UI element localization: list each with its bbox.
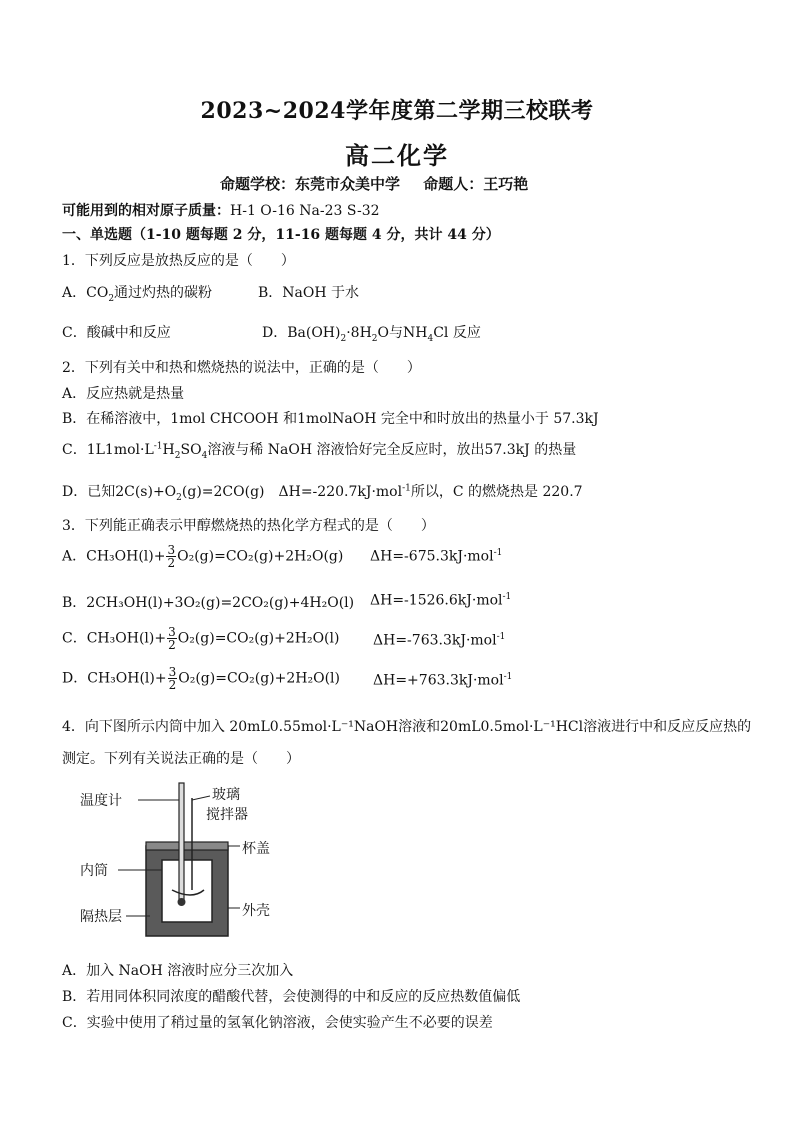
q2-stem: 2．下列有关中和热和燃烧热的说法中，正确的是（ ） <box>62 360 421 376</box>
q1-d-mid2: O与NH <box>377 325 428 341</box>
q2-d-sup: -1 <box>402 483 411 494</box>
q3-d-fraction <box>168 666 178 691</box>
q3-a-frac-num: 3 <box>167 543 176 557</box>
exam-title: 2023~2024学年度第二学期三校联考 <box>200 98 594 124</box>
q3-d-dh-sup: -1 <box>503 672 513 682</box>
q4-option-b: B．若用同体积同浓度的醋酸代替，会使测得的中和反应的反应热数值偏低 <box>62 989 521 1005</box>
q3-c-fraction <box>167 626 177 651</box>
q4-stem-line1: 4．向下图所示内筒中加入 20mL0.55mol·L⁻¹NaOH溶液和20mL0.5mol·L⁻¹HCl溶液进行中和反应反应热的 <box>62 719 752 735</box>
q3-d-dh <box>373 672 512 689</box>
q3-a-eq2: O₂(g)=CO₂(g)+2H₂O(g) <box>177 548 344 565</box>
q3-c-frac-den: 2 <box>168 638 176 652</box>
q2-c-sup: -1 <box>153 441 163 452</box>
q1-a-rest: 通过灼热的碳粉 <box>114 285 213 301</box>
q1-option-a <box>62 282 212 304</box>
q2-c-mid2: SO <box>180 442 202 458</box>
q3-a-dh-text: ΔH=-675.3kJ·mol <box>370 548 494 565</box>
q3-option-a <box>62 544 343 569</box>
q3-d-dh-text: ΔH=+763.3kJ·mol <box>373 672 504 689</box>
q1-stem: 1．下列反应是放热反应的是（ ） <box>62 253 295 269</box>
q1-d-sub3: 4 <box>427 333 434 344</box>
q3-d-label: D． <box>62 670 88 687</box>
q1-option-d <box>262 322 481 344</box>
q3-c-dh <box>373 632 505 649</box>
inner-cup-shape <box>162 860 212 922</box>
q3-option-c <box>62 626 339 651</box>
thermometer-shape <box>179 783 184 901</box>
q1-option-c: C．酸碱中和反应 <box>62 325 171 341</box>
q3-c-eq2: O₂(g)=CO₂(g)+2H₂O(l) <box>177 630 340 647</box>
lid-shape <box>146 842 228 850</box>
q1-d-sub1: 2 <box>340 333 347 344</box>
q3-a-dh-sup: -1 <box>493 548 503 558</box>
exam-meta <box>220 173 546 194</box>
q2-c-rest: 溶液与稀 NaOH 溶液恰好完全反应时，放出57.3kJ 的热量 <box>207 442 577 458</box>
label-stirrer-2: 搅拌器 <box>206 807 248 823</box>
q3-a-frac-den: 2 <box>167 556 176 570</box>
q3-b-label: B． <box>62 595 87 611</box>
label-shell: 外壳 <box>242 903 270 919</box>
author-label: 命题人：王巧艳 <box>423 175 529 193</box>
q2-c-sub2: 4 <box>201 450 208 461</box>
q2-c-sub1: 2 <box>174 450 181 461</box>
q3-c-dh-sup: -1 <box>496 632 506 642</box>
q3-c-eq: CH₃OH(l)+ <box>86 630 167 647</box>
label-inner: 内筒 <box>80 863 108 879</box>
q3-d-frac-den: 2 <box>168 678 177 692</box>
label-thermometer: 温度计 <box>80 793 122 809</box>
subject-title: 高二化学 <box>345 141 449 170</box>
q3-d-eq2: O₂(g)=CO₂(g)+2H₂O(l) <box>178 670 340 687</box>
q3-b-dh-sup: -1 <box>502 592 512 602</box>
q2-option-a: A．反应热就是热量 <box>62 386 185 402</box>
q4-option-c: C．实验中使用了稍过量的氢氧化钠溶液，会使实验产生不必要的误差 <box>62 1015 493 1031</box>
q3-stem: 3．下列能正确表示甲醇燃烧热的热化学方程式的是（ ） <box>62 518 435 534</box>
q3-c-dh-text: ΔH=-763.3kJ·mol <box>373 632 497 649</box>
q3-c-frac-num: 3 <box>168 625 176 639</box>
q3-d-frac-num: 3 <box>168 665 177 679</box>
q2-option-c <box>62 439 576 461</box>
q3-b-dh-text: ΔH=-1526.6kJ·mol <box>370 592 503 609</box>
q1-a-sub: 2 <box>108 293 115 304</box>
school-label: 命题学校：东莞市众美中学 <box>220 175 401 193</box>
q2-c-text: C．1L1mol·L <box>62 442 154 458</box>
q4-stem-line2: 测定。下列有关说法正确的是（ ） <box>62 751 300 767</box>
leader-stirrer <box>192 796 210 800</box>
q1-a-text: A．CO <box>62 285 109 301</box>
q2-option-b: B．在稀溶液中，1mol CHCOOH 和1molNaOH 完全中和时放出的热量小于 57.3kJ <box>62 411 599 427</box>
atomic-masses-label: 可能用到的相对原子质量： <box>62 203 230 219</box>
q3-a-dh <box>370 548 502 565</box>
q2-option-d <box>62 481 583 503</box>
thermometer-bulb <box>178 898 186 906</box>
q1-option-b: B．NaOH 于水 <box>258 285 360 301</box>
atomic-masses <box>62 200 380 220</box>
label-insulation: 隔热层 <box>80 909 122 925</box>
q3-a-fraction <box>166 544 176 569</box>
atomic-masses-values: H-1 O-16 Na-23 S-32 <box>230 203 380 219</box>
q3-c-label: C． <box>62 630 87 647</box>
q4-option-a: A．加入 NaOH 溶液时应分三次加入 <box>62 963 294 979</box>
q3-option-d <box>62 666 340 691</box>
label-stirrer-1: 玻璃 <box>212 787 240 803</box>
q1-d-sub2: 2 <box>371 333 378 344</box>
label-lid: 杯盖 <box>242 841 270 857</box>
q3-option-b <box>62 592 354 612</box>
section-heading: 一、单选题（1-10 题每题 2 分，11-16 题每题 4 分，共计 44 分） <box>62 227 500 243</box>
q1-d-rest: Cl 反应 <box>433 325 481 341</box>
q2-d-text: D．已知2C(s)+O <box>62 484 177 500</box>
q1-d-mid: ·8H <box>346 325 372 341</box>
q2-d-mid: (g)=2CO(g) ΔH=-220.7kJ·mol <box>181 484 403 500</box>
q1-d-text: D．Ba(OH) <box>262 325 341 341</box>
q3-b-eq: 2CH₃OH(l)+3O₂(g)=2CO₂(g)+4H₂O(l) <box>86 595 355 611</box>
q2-d-sub: 2 <box>176 492 182 503</box>
q3-b-dh <box>370 592 511 609</box>
calorimeter-diagram <box>80 778 280 948</box>
q2-c-mid: H <box>162 442 175 458</box>
q2-d-rest: 所以，C 的燃烧热是 220.7 <box>410 484 583 500</box>
q3-a-eq: CH₃OH(l)+ <box>86 548 166 565</box>
q3-a-label: A． <box>62 548 87 565</box>
q3-d-eq: CH₃OH(l)+ <box>87 670 167 687</box>
